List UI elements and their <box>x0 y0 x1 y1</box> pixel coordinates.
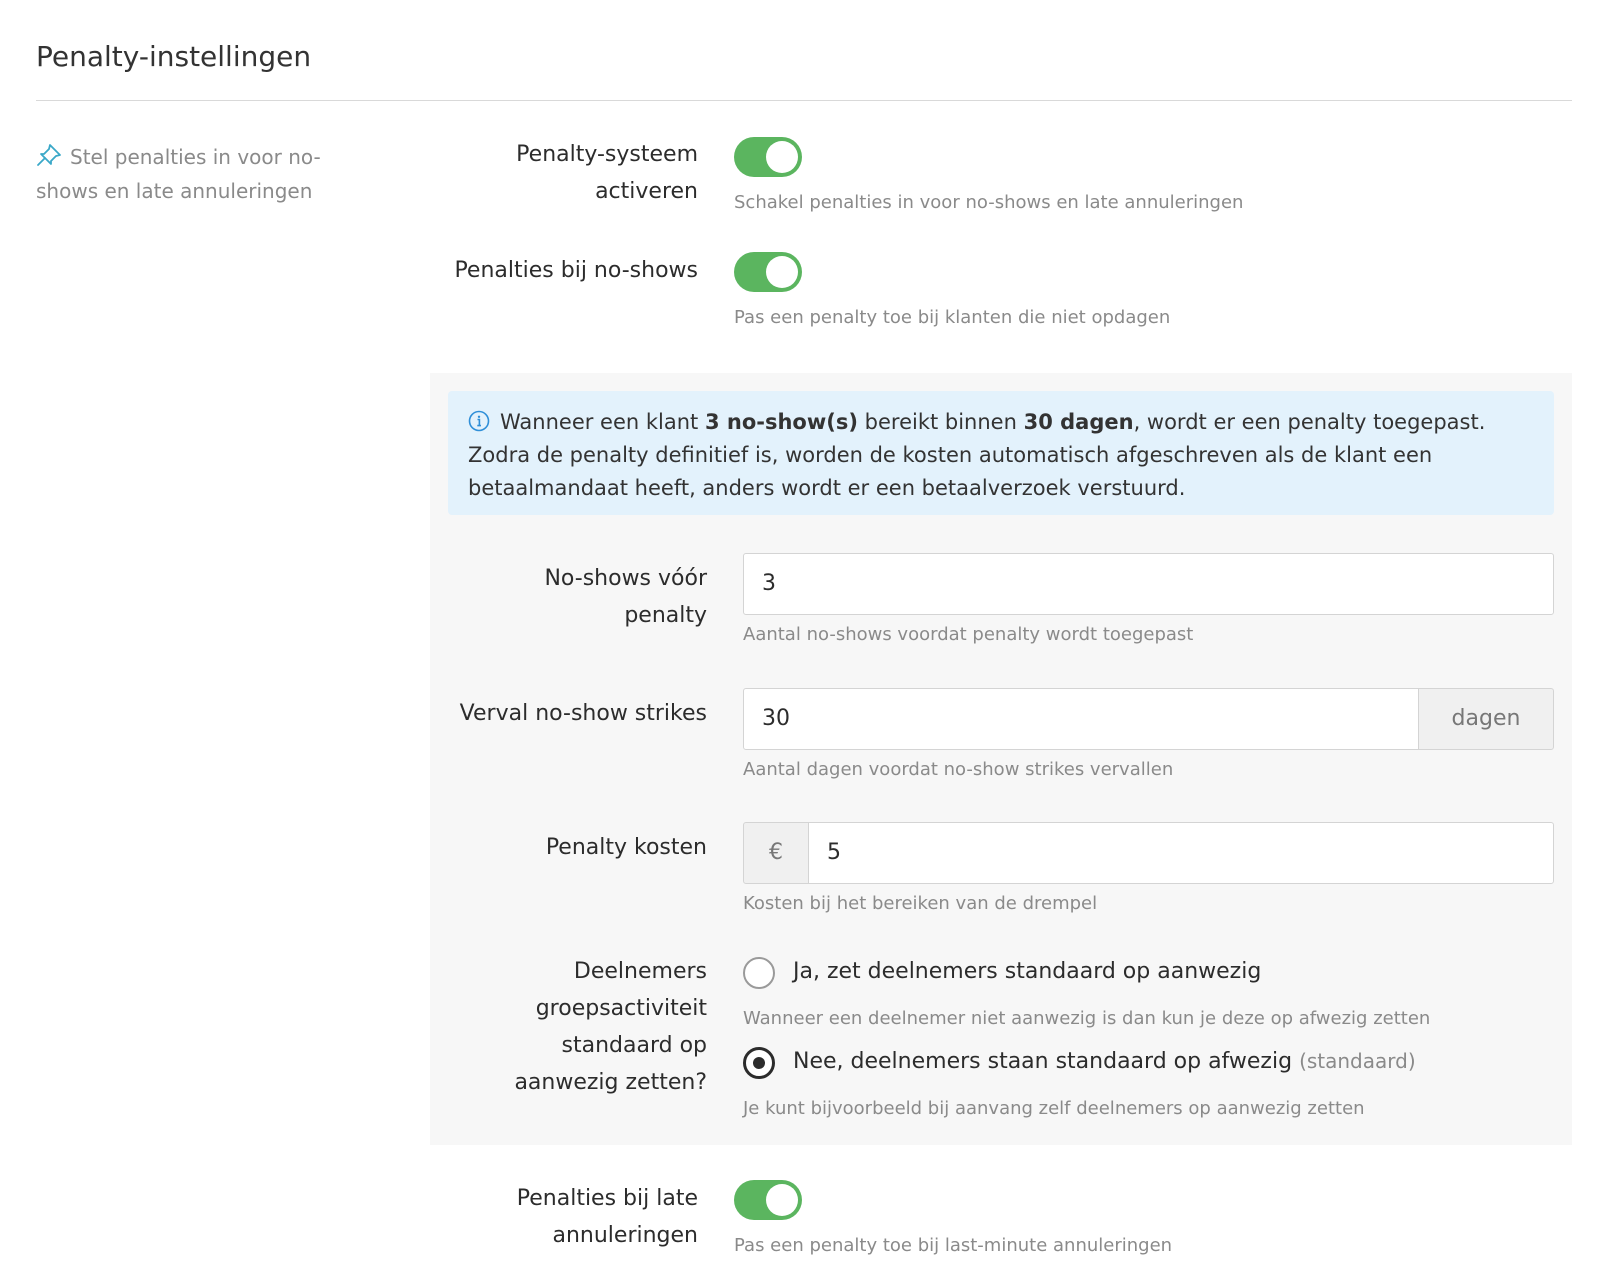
default-tag: (standaard) <box>1299 1049 1416 1073</box>
penalty-cost-input[interactable]: 5 <box>808 822 1554 884</box>
page-title: Penalty-instellingen <box>36 40 312 73</box>
attendance-no-help: Je kunt bijvoorbeeld bij aanvang zelf deelnemers op aanwezig zetten <box>743 1098 1365 1119</box>
attendance-yes-help: Wanneer een deelnemer niet aanwezig is dan kun je deze op afwezig zetten <box>743 1008 1431 1029</box>
no-shows-penalty-help: Pas een penalty toe bij klanten die niet opdagen <box>734 307 1171 328</box>
penalty-system-help: Schakel penalties in voor no-shows en late annuleringen <box>734 192 1244 213</box>
side-note-text: Stel penalties in voor no-shows en late annuleringen <box>36 145 321 203</box>
late-cancel-penalty-label: Penalties bij late annuleringen <box>516 1186 698 1248</box>
radio-dot <box>753 1057 765 1069</box>
expire-strikes-help: Aantal dagen voordat no-show strikes vervallen <box>743 759 1174 780</box>
penalty-cost-label: Penalty kosten <box>545 835 707 860</box>
expire-strikes-input[interactable]: 30 <box>743 688 1419 750</box>
late-cancel-penalty-help: Pas een penalty toe bij last-minute annuleringen <box>734 1235 1173 1256</box>
toggle-knob <box>766 141 798 173</box>
info-box <box>448 391 1554 515</box>
attendance-yes-radio[interactable] <box>743 957 775 989</box>
header-divider <box>36 100 1572 101</box>
info-text-1: Wanneer een klant <box>500 410 705 434</box>
info-text-3: , wordt er een penalty toegepast. Zodra de penalty definitief is, worden de kosten automatisch afgeschreven als de klant een betaalmandaat heeft, anders wordt er een betaalverzoek verstuurd. <box>468 410 1486 500</box>
no-shows-penalty-label: Penalties bij no-shows <box>454 258 698 283</box>
attendance-no-text: Nee, deelnemers staan standaard op afwezig <box>793 1049 1293 1074</box>
no-shows-penalty-toggle[interactable] <box>734 252 802 292</box>
late-cancel-penalty-toggle[interactable] <box>734 1180 802 1220</box>
penalty-system-label: Penalty-systeem activeren <box>516 142 698 204</box>
attendance-no-radio[interactable] <box>743 1047 775 1079</box>
attendance-no-label[interactable] <box>793 1049 1416 1074</box>
pushpin-icon <box>36 143 62 167</box>
attendance-default-label: Deelnemers groepsactiviteit standaard op aanwezig zetten? <box>514 959 707 1095</box>
info-text-2: bereikt binnen <box>857 410 1024 434</box>
expire-strikes-label: Verval no-show strikes <box>459 701 707 726</box>
penalty-system-toggle[interactable] <box>734 137 802 177</box>
info-days: 30 dagen <box>1023 410 1134 434</box>
euro-prefix: € <box>743 822 809 884</box>
no-shows-before-help: Aantal no-shows voordat penalty wordt toegepast <box>743 624 1194 645</box>
attendance-yes-label[interactable]: Ja, zet deelnemers standaard op aanwezig <box>793 959 1262 984</box>
info-circle-icon <box>468 410 490 432</box>
info-noshow-count: 3 no-show(s) <box>704 410 858 434</box>
no-shows-before-label: No-shows vóór penalty <box>544 566 707 628</box>
days-suffix: dagen <box>1418 688 1554 750</box>
penalty-cost-help: Kosten bij het bereiken van de drempel <box>743 893 1098 914</box>
no-shows-before-input[interactable]: 3 <box>743 553 1554 615</box>
side-note <box>36 140 356 208</box>
toggle-knob <box>766 256 798 288</box>
toggle-knob <box>766 1184 798 1216</box>
